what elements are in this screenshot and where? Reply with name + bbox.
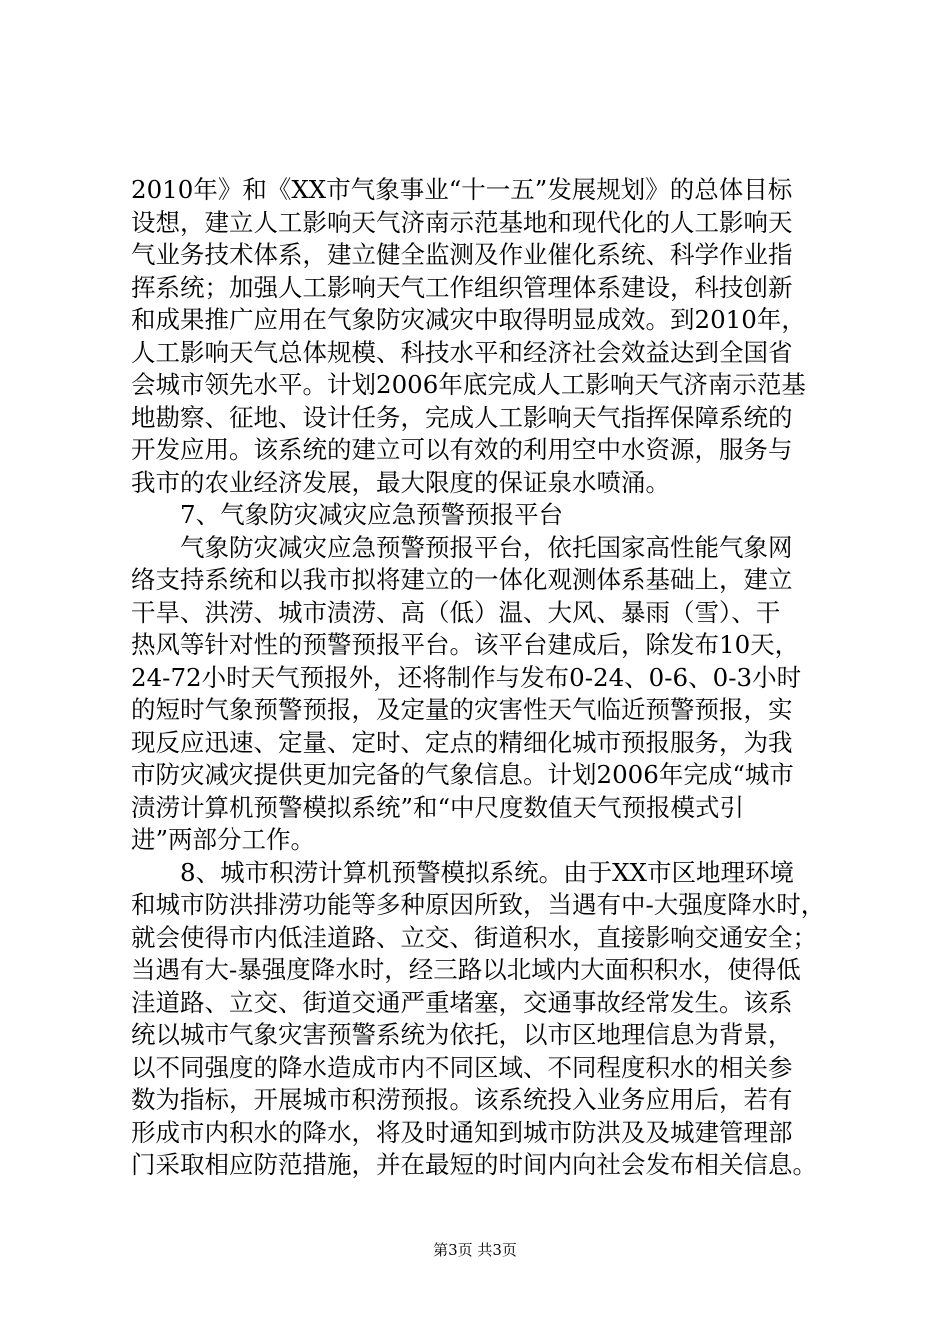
text-line: 会城市领先水平。计划2006年底完成人工影响天气济南示范基 bbox=[131, 370, 806, 399]
text-line: 干旱、洪涝、城市渍涝、高（低）温、大风、暴雨（雪）、干 bbox=[131, 597, 781, 627]
text-line: 以不同强度的降水造成市内不同区域、不同程度积水的相关参 bbox=[131, 1052, 793, 1082]
text-line: 和城市防洪排涝功能等多种原因所致，当遇有中-大强度降水时， bbox=[131, 890, 826, 919]
text-line: 气业务技术体系，建立健全监测及作业催化系统、科学作业指 bbox=[131, 240, 793, 269]
text-line: 地勘察、征地、设计任务，完成人工影响天气指挥保障系统的 bbox=[131, 402, 793, 432]
text-line: 现反应迅速、定量、定时、定点的精细化城市预报服务，为我 bbox=[131, 727, 793, 757]
text-line: 洼道路、立交、街道交通严重堵塞，交通事故经常发生。该系 bbox=[131, 987, 793, 1017]
text-line: 热风等针对性的预警预报平台。该平台建成后，除发布10天， bbox=[131, 630, 800, 659]
paragraph-start: 8、城市积涝计算机预警模拟系统。由于XX市区地理环境 bbox=[180, 857, 794, 887]
text-line: 就会使得市内低洼道路、立交、街道积水，直接影响交通安全； bbox=[131, 922, 817, 952]
text-line: 市防灾减灾提供更加完备的气象信息。计划2006年完成“城市 bbox=[131, 760, 794, 789]
paragraph-start: 气象防灾减灾应急预警预报平台，依托国家高性能气象网 bbox=[180, 532, 793, 562]
section-heading: 7、气象防灾减灾应急预警预报平台 bbox=[180, 500, 564, 529]
text-line: 我市的农业经济发展，最大限度的保证泉水喷涌。 bbox=[131, 467, 670, 497]
text-line: 进”两部分工作。 bbox=[131, 825, 316, 854]
text-line: 渍涝计算机预警模拟系统”和“中尺度数值天气预报模式引 bbox=[131, 792, 745, 822]
text-line: 当遇有大-暴强度降水时，经三路以北域内大面积积水，使得低 bbox=[131, 955, 801, 984]
text-line: 和成果推广应用在气象防灾减灾中取得明显成效。到2010年， bbox=[131, 305, 806, 334]
text-line: 统以城市气象灾害预警系统为依托，以市区地理信息为背景， bbox=[131, 1020, 793, 1049]
text-line: 人工影响天气总体规模、科技水平和经济社会效益达到全国省 bbox=[131, 337, 793, 367]
text-line: 开发应用。该系统的建立可以有效的利用空中水资源，服务与 bbox=[131, 435, 793, 464]
text-line: 的短时气象预警预报，及定量的灾害性天气临近预警预报，实 bbox=[131, 695, 793, 724]
text-line: 设想，建立人工影响天气济南示范基地和现代化的人工影响天 bbox=[131, 207, 793, 237]
text-line: 形成市内积水的降水，将及时通知到城市防洪及及城建管理部 bbox=[131, 1117, 793, 1147]
text-line: 门采取相应防范措施，并在最短的时间内向社会发布相关信息。 bbox=[131, 1150, 817, 1179]
text-line: 数为指标，开展城市积涝预报。该系统投入业务应用后，若有 bbox=[131, 1085, 793, 1114]
text-line: 24-72小时天气预报外，还将制作与发布0-24、0-6、0-3小时 bbox=[131, 662, 802, 692]
text-line: 2010年》和《XX市气象事业“十一五”发展规划》的总体目标 bbox=[131, 175, 793, 204]
document-body bbox=[131, 174, 831, 1182]
text-line: 挥系统；加强人工影响天气工作组织管理体系建设，科技创新 bbox=[131, 272, 793, 302]
text-line: 络支持系统和以我市拟将建立的一体化观测体系基础上，建立 bbox=[131, 565, 793, 594]
page-footer: 第3页 共3页 bbox=[433, 1241, 517, 1259]
